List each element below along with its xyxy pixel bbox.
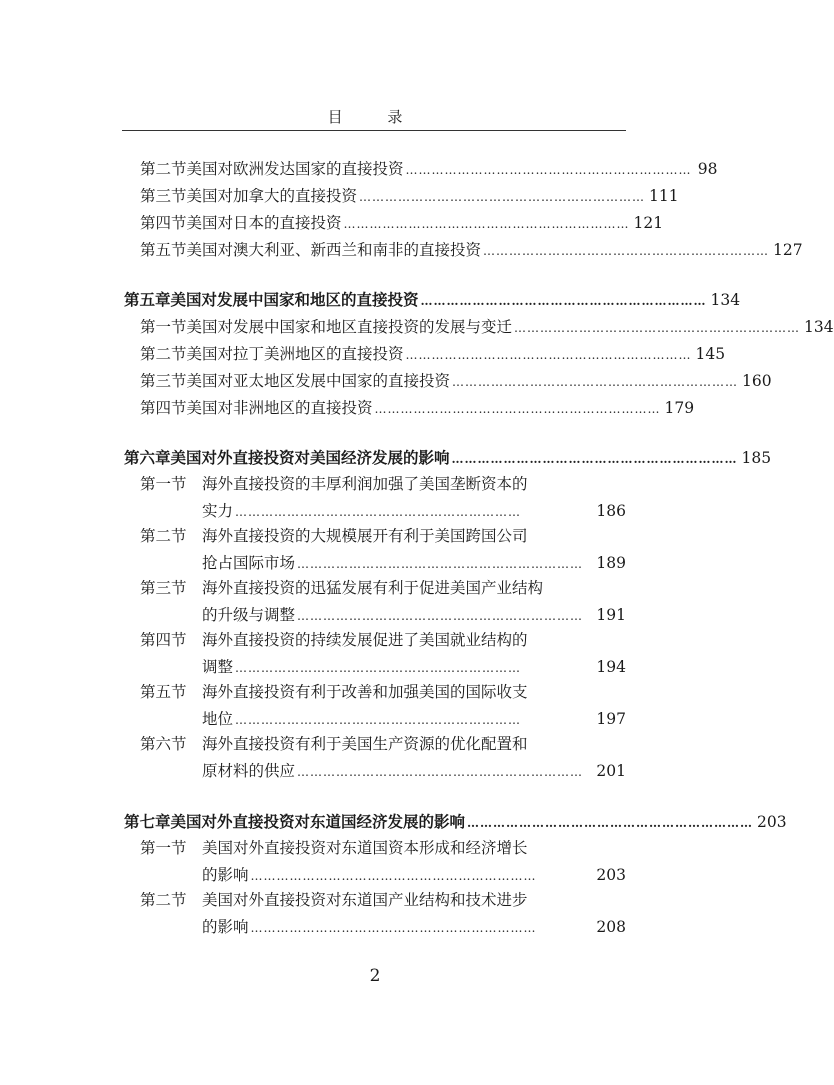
chapter-number: 第六章	[124, 448, 171, 467]
section-number: 第五节	[140, 241, 187, 259]
entry-title: 美国对亚太地区发展中国家的直接投资	[186, 372, 451, 390]
toc-entry-continuation	[202, 655, 626, 679]
toc-entry	[140, 369, 772, 393]
chapter-number: 第七章	[124, 812, 171, 831]
section-number: 第一节	[140, 839, 187, 857]
toc-entry-continuation	[202, 551, 626, 575]
leader-dots: …………………………………………………………	[452, 375, 739, 389]
leader-dots: …………………………………………………………	[483, 244, 770, 258]
toc-entry	[140, 315, 834, 339]
toc-entry	[140, 211, 664, 235]
leader-dots: …………………………………………………………	[359, 190, 646, 204]
toc-entry	[140, 184, 679, 208]
leader-dots: …………………………………………………………	[514, 321, 801, 335]
leader-dots: …………………………………………………………	[235, 661, 522, 675]
entry-title: 美国对加拿大的直接投资	[186, 187, 358, 205]
section-number: 第二节	[140, 891, 187, 909]
page-ref: 160	[742, 372, 772, 390]
page-ref: 145	[695, 345, 726, 363]
page-ref: 134	[710, 291, 741, 309]
leader-dots: …………………………………………………………	[250, 869, 537, 883]
leader-dots: …………………………………………………………	[420, 294, 707, 308]
page-ref: 111	[649, 187, 679, 205]
toc-entry-continuation	[202, 759, 626, 783]
toc-entry	[140, 524, 626, 548]
section-number: 第五节	[140, 683, 187, 701]
toc-entry	[140, 157, 718, 181]
entry-title: 海外直接投资的丰厚利润加强了美国垄断资本的	[202, 475, 528, 493]
entry-title-continued: 抢占国际市场	[202, 554, 296, 572]
toc-entry	[140, 342, 726, 366]
toc-chapter-entry	[124, 288, 741, 312]
toc-entry-continuation	[202, 915, 626, 939]
leader-dots: …………………………………………………………	[405, 348, 692, 362]
page-ref: 208	[596, 918, 626, 936]
entry-title: 美国对外直接投资对东道国产业结构和技术进步	[202, 891, 528, 909]
leader-dots: …………………………………………………………	[451, 452, 738, 466]
page-ref: 201	[596, 762, 626, 780]
toc-entry-continuation	[202, 863, 626, 887]
toc-entry	[140, 680, 626, 704]
toc-entry	[140, 732, 626, 756]
entry-title-continued: 地位	[202, 710, 234, 728]
leader-dots: …………………………………………………………	[405, 163, 692, 177]
leader-dots: …………………………………………………………	[374, 402, 661, 416]
page-ref: 127	[773, 241, 803, 259]
section-number: 第一节	[140, 475, 187, 493]
section-number: 第四节	[140, 399, 187, 417]
entry-title-continued: 的升级与调整	[202, 606, 296, 624]
section-number: 第三节	[140, 187, 187, 205]
entry-title: 美国对非洲地区的直接投资	[186, 399, 373, 417]
leader-dots: …………………………………………………………	[250, 921, 537, 935]
entry-title: 海外直接投资的迅猛发展有利于促进美国产业结构	[202, 579, 544, 597]
section-number: 第二节	[140, 345, 187, 363]
toc-entry	[140, 238, 803, 262]
page-ref: 185	[741, 449, 772, 467]
page-ref: 179	[664, 399, 695, 417]
page-ref: 197	[596, 710, 626, 728]
page-ref: 194	[596, 658, 626, 676]
page-ref: 98	[697, 160, 718, 178]
entry-title: 美国对拉丁美洲地区的直接投资	[186, 345, 404, 363]
chapter-title: 美国对外直接投资对美国经济发展的影响	[170, 448, 450, 467]
page-ref: 203	[596, 866, 626, 884]
section-number: 第二节	[140, 160, 187, 178]
toc-entry	[140, 576, 626, 600]
section-number: 第三节	[140, 579, 187, 597]
page-number: 2	[369, 966, 381, 986]
toc-entry	[140, 472, 626, 496]
entry-title: 美国对欧洲发达国家的直接投资	[186, 160, 404, 178]
page-ref: 203	[757, 813, 787, 831]
entry-title: 美国对发展中国家和地区直接投资的发展与变迁	[186, 318, 513, 336]
section-number: 第三节	[140, 372, 187, 390]
page-ref: 191	[596, 606, 626, 624]
entry-title-continued: 实力	[202, 502, 234, 520]
entry-title: 美国对澳大利亚、新西兰和南非的直接投资	[186, 241, 482, 259]
toc-entry-continuation	[202, 499, 626, 523]
entry-title: 美国对日本的直接投资	[186, 214, 342, 232]
section-number: 第二节	[140, 527, 187, 545]
toc-entry-continuation	[202, 707, 626, 731]
leader-dots: …………………………………………………………	[343, 217, 630, 231]
leader-dots: …………………………………………………………	[235, 505, 522, 519]
entry-title-continued: 调整	[202, 658, 234, 676]
entry-title: 海外直接投资有利于改善和加强美国的国际收支	[202, 683, 528, 701]
entry-title: 海外直接投资的大规模展开有利于美国跨国公司	[202, 527, 528, 545]
toc-entry	[140, 888, 626, 912]
toc-entry-continuation	[202, 603, 626, 627]
entry-title-continued: 原材料的供应	[202, 762, 296, 780]
running-header: 目 录	[327, 108, 423, 126]
section-number: 第一节	[140, 318, 187, 336]
entry-title: 美国对外直接投资对东道国资本形成和经济增长	[202, 839, 528, 857]
page-ref: 121	[633, 214, 664, 232]
toc-entry	[140, 628, 626, 652]
header-rule	[122, 130, 626, 131]
toc-chapter-entry	[124, 810, 787, 834]
toc-entry	[140, 396, 695, 420]
leader-dots: …………………………………………………………	[297, 557, 584, 571]
toc-chapter-entry	[124, 446, 772, 470]
entry-title-continued: 的影响	[202, 866, 249, 884]
chapter-title: 美国对发展中国家和地区的直接投资	[170, 290, 419, 309]
entry-title: 海外直接投资的持续发展促进了美国就业结构的	[202, 631, 528, 649]
page-ref: 186	[596, 502, 626, 520]
section-number: 第四节	[140, 631, 187, 649]
page-ref: 189	[596, 554, 626, 572]
chapter-number: 第五章	[124, 290, 171, 309]
section-number: 第六节	[140, 735, 187, 753]
leader-dots: …………………………………………………………	[297, 765, 584, 779]
leader-dots: …………………………………………………………	[467, 816, 754, 830]
leader-dots: …………………………………………………………	[297, 609, 584, 623]
page-ref: 134	[804, 318, 834, 336]
chapter-title: 美国对外直接投资对东道国经济发展的影响	[170, 812, 466, 831]
section-number: 第四节	[140, 214, 187, 232]
entry-title-continued: 的影响	[202, 918, 249, 936]
toc-entry	[140, 836, 626, 860]
entry-title: 海外直接投资有利于美国生产资源的优化配置和	[202, 735, 528, 753]
leader-dots: …………………………………………………………	[235, 713, 522, 727]
